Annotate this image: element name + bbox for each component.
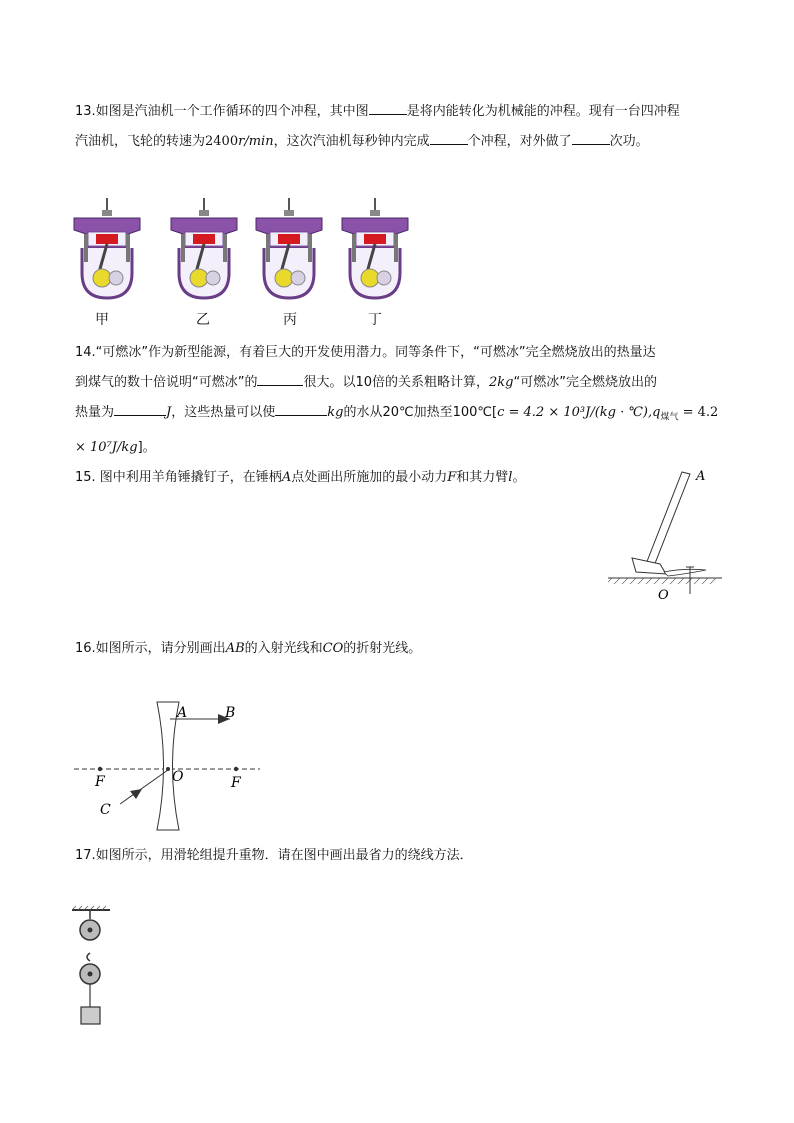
pulley-system-figure	[70, 905, 120, 1030]
answer-blank[interactable]	[114, 401, 166, 416]
engine-label-yi: 乙	[196, 312, 210, 328]
answer-blank[interactable]	[369, 100, 407, 115]
engine-label-bing: 丙	[283, 312, 297, 328]
claw-hammer-figure	[608, 466, 728, 606]
concave-lens-figure	[70, 700, 270, 835]
engine-yi	[171, 198, 237, 298]
question-14	[75, 338, 725, 463]
question-17: 17.如图所示，用滑轮组提升重物．请在图中画出最省力的绕线方法．	[75, 848, 473, 863]
engine-ding	[342, 198, 408, 298]
point-o-label: O	[658, 588, 669, 603]
engine-bing	[256, 198, 322, 298]
q14-line2: 到煤气的数十倍说明“可燃冰”的 很大。以10倍的关系粗略计算，2kg“可燃冰”完全燃烧放出的	[75, 368, 725, 398]
label-f-left: F	[95, 774, 105, 790]
question-13	[75, 97, 725, 157]
answer-blank[interactable]	[430, 130, 468, 145]
answer-blank[interactable]	[572, 130, 610, 145]
answer-blank[interactable]	[257, 371, 303, 386]
q14-line1: 14.“可燃冰”作为新型能源，有着巨大的开发使用潜力。同等条件下，“可燃冰”完全燃烧放出的热量达	[75, 345, 656, 360]
label-c: C	[100, 802, 111, 818]
engine-strokes-figure	[70, 198, 420, 313]
engine-label-jia: 甲	[95, 312, 109, 328]
q14-line4: × 10⁷J/kg]。	[75, 439, 156, 455]
label-f-right: F	[231, 775, 241, 791]
q13-line1: 13.如图是汽油机一个工作循环的四个冲程，其中图 是将内能转化为机械能的冲程。现有一台四冲程	[75, 97, 725, 127]
label-a: A	[177, 705, 188, 721]
label-b: B	[225, 705, 236, 721]
question-16: 16.如图所示，请分别画出AB的入射光线和CO的折射光线。	[75, 641, 422, 656]
q14-line3: 热量为 J，这些热量可以使 kg的水从20℃加热至100℃[c = $4.2 \times 10^3J/(kg \cdot ℃),q_{煤气} = 4.2$	[75, 398, 725, 433]
question-15: 15. 图中利用羊角锤撬钉子，在锤柄A点处画出所施加的最小动力F和其力臂l。	[75, 470, 526, 485]
q13-line2: 汽油机，飞轮的转速为2400r/min，这次汽油机每秒钟内完成 个冲程，对外做了 次功。	[75, 127, 725, 157]
engine-jia	[74, 198, 140, 298]
engine-label-ding: 丁	[368, 312, 382, 328]
label-o: O	[172, 769, 184, 785]
answer-blank[interactable]	[275, 401, 327, 416]
point-a-label: A	[696, 469, 706, 484]
